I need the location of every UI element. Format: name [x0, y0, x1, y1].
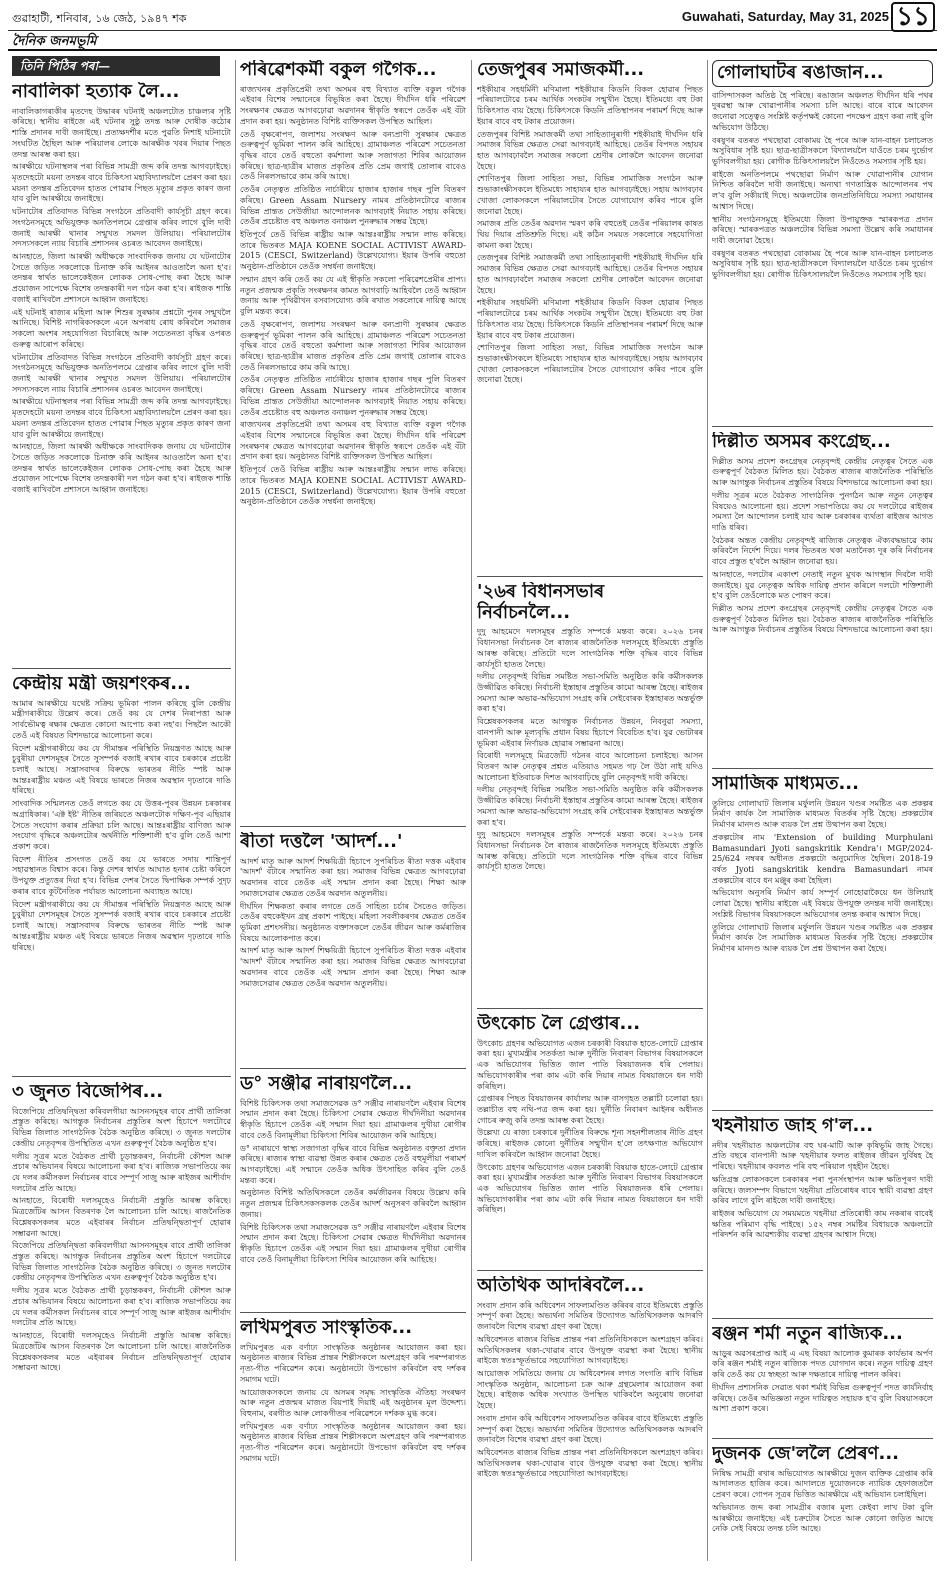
header-date-english: Guwahati, Saturday, May 31, 2025: [681, 9, 889, 24]
column-divider: [235, 60, 236, 1561]
article-paragraph: লখিমপুৰত এক বৰ্ণাঢ্য সাংস্কৃতিক অনুষ্ঠানৰ আয়োজন কৰা হয়। অনুষ্ঠানত ৰাজ্যৰ বিভিন্ন প্ৰান্তৰ শিল্পীসকলে অংশগ্ৰহণ কৰি পৰম্পৰাগত নৃত্য-গীত পৰিৱেশন কৰে। অনুষ্ঠানটো উপভোগ কৰিবলৈ বহু দৰ্শকৰ সমাগম ঘটে।: [240, 1421, 466, 1463]
article-paragraph: আমাৰ আৰক্ষীয়ে যথেষ্ট সক্ৰিয় ভূমিকা পালন কৰিছে বুলি কেন্দ্ৰীয় মন্ত্ৰীগৰাকীয়ে উল্লেখ কৰে। তেওঁ কয় যে দেশৰ নিৰাপত্তা আৰু সাৰ্বভৌমত্ব ৰক্ষাৰ ক্ষেত্ৰত কোনো আপোচ কৰা নহ'ব। পিছলৈ আকৌ তেওঁ এই বিষয়ত বিশদভাৱে আলোচনা কৰে।: [12, 698, 231, 740]
article-paragraph: ঘটনাটোৰ প্ৰতিবাদত বিভিন্ন সংগঠনে প্ৰতিবাদী কাৰ্যসূচী গ্ৰহণ কৰে। সংগঠনসমূহে অভিযুক্তক অনতিপলমে গ্ৰেপ্তাৰ কৰিব লাগে বুলি দাবী জনাই আৰক্ষী থানাৰ সন্মুখত সমদল উলিয়ায়। পৰিয়ালটোৰ সদস্যসকলে ন্যায় বিচাৰি প্ৰশাসনৰ ওচৰত আবেদন জনাইছে।: [12, 352, 231, 394]
article-headline: দিল্লীত অসমৰ কংগ্ৰেছ...: [712, 432, 891, 452]
article-headline: ড° সঞ্জীৱ নাৰায়ণলৈ...: [240, 1074, 413, 1094]
article-paragraph: শইকীয়াৰ সহধৰ্মিনী মণিমালা শইকীয়াৰ কিডনি বিকল হোৱাৰ পিছত পৰিয়ালটোৱে চৰম আৰ্থিক সংকটৰ সন্মুখীন হৈছে। ইতিমধ্যে বহু টকা চিকিৎসাত ব্যয় হৈছে। চিকিৎসকে কিডনি প্ৰতিস্থাপনৰ পৰামৰ্শ দিছে আৰু ইয়াৰ বাবে বহু টকাৰ প্ৰয়োজন।: [477, 298, 703, 340]
article-headline: ৩ জুনত বিজেপিৰ...: [12, 1082, 164, 1102]
article-paragraph: দলীয় সূত্ৰৰ মতে বৈঠকত প্ৰাৰ্থী চূড়ান্তকৰণ, নিৰ্বাচনী কৌশল আৰু প্ৰচাৰ অভিযানৰ বিষয়ে আলোচনা কৰা হ'ব। ৰাজ্যিক সভাপতিয়ে কয় যে দলৰ কৰ্মীসকল নিৰ্বাচনৰ বাবে সম্পূৰ্ণ সাজু আৰু ৰাইজৰ আশীৰ্বাদ দলটোৰ প্ৰতি আছে।: [12, 1151, 231, 1193]
article-headline: কেন্দ্ৰীয় মন্ত্ৰী জয়শংকৰ...: [12, 674, 191, 694]
article-paragraph: ইতিপূৰ্বে তেওঁ বিভিন্ন ৰাষ্ট্ৰীয় আৰু আন্তঃৰাষ্ট্ৰীয় সন্মান লাভ কৰিছে। তাৰে ভিতৰত MAJA KOENE SOCIAL ACTIVIST AWARD-2015 (CESCI, Switzerland) উল্লেখযোগ্য। ইয়াৰ উপৰি বহুতো অনুষ্ঠান-প্ৰতিষ্ঠানে তেওঁক সম্বৰ্ধনা জনাইছে।: [240, 465, 466, 507]
article-paragraph: ৰাজ্যখনৰ প্ৰকৃতিপ্ৰেমী তথা অসমৰ বহু বিখ্যাত ব্যক্তি বকুল গগৈক এইবাৰ বিশেষ সন্মানেৰে বিভূষিত কৰা হৈছে। দীৰ্ঘদিন ধৰি পৰিৱেশ সংৰক্ষণৰ ক্ষেত্ৰত আগবঢ়োৱা অৱদানৰ স্বীকৃতি স্বৰূপে তেওঁক এই বঁটা প্ৰদান কৰা হয়। অনুষ্ঠানত বিশিষ্ট ব্যক্তিসকল উপস্থিত আছিল।: [240, 420, 466, 462]
article-paragraph: তেজপুৰৰ বিশিষ্ট সমাজকৰ্মী তথা সাহিত্যানুৰাগী শইকীয়াই দীৰ্ঘদিন ধৰি সমাজৰ বিভিন্ন ক্ষেত্ৰত সেৱা আগবঢ়াই আহিছে। তেওঁৰ বিপদত সহায়ৰ হাত আগবঢ়াবলৈ সমাজৰ সকলো শ্ৰেণীৰ লোকলৈ আবেদন জনোৱা হৈছে।: [477, 253, 703, 295]
article-paragraph: বিজেপিয়ে প্ৰতিদ্বন্দ্বিতা কৰিবলগীয়া আসনসমূহৰ বাবে প্ৰাৰ্থী তালিকা প্ৰস্তুত কৰিছে। আগন্তুক নিৰ্বাচনৰ প্ৰস্তুতিৰ অংশ হিচাপে দলটোৱে বিভিন্ন জিলাত সাংগঠনিক বৈঠক অনুষ্ঠিত কৰিছে। ৩ জুনত দলটোৰ কেন্দ্ৰীয় নেতৃবৃন্দৰ উপস্থিতিত এখন গুৰুত্বপূৰ্ণ বৈঠক অনুষ্ঠিত হ'ব।: [12, 1241, 231, 1283]
article-paragraph: তুলিয়ে গোলাঘাট জিলাৰ মৰ্ফুলনি উন্নয়ন খণ্ডৰ সমষ্টিত এক প্ৰকল্পৰ নিৰ্মাণ কাৰ্যক লৈ সামাজিক মাধ্যমত বিতৰ্কৰ সৃষ্টি হৈছে। প্ৰকল্পটোৰ নিৰ্মাণৰ মানদণ্ড আৰু ব্যয়ক লৈ প্ৰশ্ন উত্থাপন কৰা হৈছে।: [712, 922, 933, 954]
article-paragraph: প্ৰকল্পটোৰ নাম 'Extension of building Murphulani Bamasundari Jyoti sangskritik Kendra'। MGP/2024-25/624 নম্বৰৰ অধীনত প্ৰকল্পটো অনুমোদিত হৈছিল। 2018-19 বৰ্ষত Jyoti sangskritik kendra Bamasundari নামৰ প্ৰকল্পটোৰ বাবে ধন মঞ্জুৰ কৰা হৈছিল।: [712, 832, 933, 885]
article-divider: [477, 1008, 703, 1009]
section-tag: তিনি পিঠিৰ পৰা—: [12, 56, 220, 76]
article-headline: পৰিৱেশকৰ্মী বকুল গগৈক...: [240, 60, 437, 80]
article-headline: উৎকোচ লৈ গ্ৰেপ্তাৰ...: [477, 1014, 641, 1034]
article-paragraph: অধিবেশনত ৰাজ্যৰ বিভিন্ন প্ৰান্তৰ পৰা প্ৰতিনিধিসকলে অংশগ্ৰহণ কৰিব। অতিথিসকলৰ থকা-খোৱাৰ বাবে উপযুক্ত ব্যৱস্থা কৰা হৈছে। স্থানীয় ৰাইজে স্বতঃস্ফূৰ্তভাৱে সহযোগিতা আগবঢ়াইছে।: [477, 1448, 703, 1479]
article-paragraph: গ্ৰেপ্তাৰৰ পিছত বিষয়াজনৰ কাৰ্যালয় আৰু বাসগৃহত তল্লাচী চলোৱা হয়। তল্লাচীত বহু নথি-পত্ৰ জব্দ কৰা হয়। দুৰ্নীতি নিবাৰণ আইনৰ অধীনত গোচৰ ৰুজু কৰি তদন্ত আৰম্ভ কৰা হৈছে।: [477, 1094, 703, 1125]
article-paragraph: শোণিতপুৰ জিলা সাহিত্য সভা, বিভিন্ন সামাজিক সংগঠন আৰু শুভাকাংক্ষীসকলে ইতিমধ্যে সাহায্যৰ হাত আগবঢ়াইছে। সহায় আগবঢ়াব খোজা লোকসকলে পৰিয়ালটোৰ সৈতে যোগাযোগ কৰিব পাৰে বুলি জনোৱা হৈছে।: [477, 174, 703, 216]
article-divider: [712, 1110, 933, 1111]
article-paragraph: নদীৰ খহনীয়াত অঞ্চলটোৰ বহু ঘৰ-মাটি আৰু কৃষিভূমি জাহ গৈছে। প্ৰতি বছৰে বানপানী আৰু খহনীয়াৰ ফলত ৰাইজৰ জীৱন দুৰ্বিষহ হৈ পৰিছে। খহনীয়াৰ কবলত পৰি বহু পৰিয়াল গৃহহীন হৈছে।: [712, 1140, 933, 1172]
article-two-jailed: [712, 1444, 933, 1561]
article-guest-welcome: [477, 1276, 703, 1556]
article-paragraph: তেজপুৰৰ বিশিষ্ট সমাজকৰ্মী তথা সাহিত্যানুৰাগী শইকীয়াই দীৰ্ঘদিন ধৰি সমাজৰ বিভিন্ন ক্ষেত্ৰত সেৱা আগবঢ়াই আহিছে। তেওঁৰ বিপদত সহায়ৰ হাত আগবঢ়াবলৈ সমাজৰ সকলো শ্ৰেণীৰ লোকলৈ আবেদন জনোৱা হৈছে।: [477, 129, 703, 171]
article-divider: [712, 1438, 933, 1439]
article-paragraph: আৰক্ষীয়ে ঘটনাস্থলৰ পৰা বিভিন্ন সামগ্ৰী জব্দ কৰি তদন্ত আগবঢ়াইছে। মৃতদেহটো ময়না তদন্তৰ বাবে চিকিৎসা মহাবিদ্যালয়লৈ প্ৰেৰণ কৰা হয়। ময়না তদন্তৰ প্ৰতিবেদন হাতত পোৱাৰ পিছত মৃত্যুৰ প্ৰকৃত কাৰণ জনা যাব বুলি আৰক্ষীয়ে জনাইছে।: [12, 397, 231, 439]
article-delhi-congress: [712, 432, 933, 762]
article-paragraph: আৰক্ষীয়ে ঘটনাস্থলৰ পৰা বিভিন্ন সামগ্ৰী জব্দ কৰি তদন্ত আগবঢ়াইছে। মৃতদেহটো ময়না তদন্তৰ বাবে চিকিৎসা মহাবিদ্যালয়লৈ প্ৰেৰণ কৰা হয়। ময়না তদন্তৰ প্ৰতিবেদন হাতত পোৱাৰ পিছত মৃত্যুৰ প্ৰকৃত কাৰণ জনা যাব বুলি আৰক্ষীয়ে জনাইছে।: [12, 162, 231, 204]
article-bjp: [12, 1082, 231, 1552]
article-rita-dutta: [240, 832, 466, 1062]
article-paragraph: ৰাইজৰ অভিযোগ যে সময়মতে খহনীয়া প্ৰতিৰোধী কাম নকৰাৰ বাবেই ক্ষতিৰ পৰিমাণ বৃদ্ধি পাইছে। ১৫২ নম্বৰ সমষ্টিৰ বিধায়কে অঞ্চলটো পৰিদৰ্শন কৰি আৱশ্যকীয় ব্যৱস্থা গ্ৰহণৰ আশ্বাস দিছে।: [712, 1209, 933, 1240]
article-paragraph: বৈঠকৰ অন্তত কেন্দ্ৰীয় নেতৃবৃন্দই ৰাজ্যিক নেতৃত্বক ঐক্যবদ্ধভাৱে কাম কৰিবলৈ নিৰ্দেশ দিয়ে। দলৰ ভিতৰত থকা মতানৈক্য দূৰ কৰি নিৰ্বাচনৰ বাবে প্ৰস্তুত হ'বলৈ আহ্বান জনোৱা হয়।: [712, 535, 933, 567]
article-paragraph: সংবাদ প্ৰদান কৰি অধিবেশন সাফল্যমণ্ডিত কৰিবৰ বাবে ইতিমধ্যে প্ৰস্তুতি সম্পূৰ্ণ কৰা হৈছে। অভ্যৰ্থনা সমিতিৰ উদ্যোগত অতিথিসকলক আদৰণি জনাবলৈ বিশেষ ব্যৱস্থা গ্ৰহণ কৰা হৈছে।: [477, 1300, 703, 1332]
article-paragraph: শোণিতপুৰ জিলা সাহিত্য সভা, বিভিন্ন সামাজিক সংগঠন আৰু শুভাকাংক্ষীসকলে ইতিমধ্যে সাহায্যৰ হাত আগবঢ়াইছে। সহায় আগবঢ়াব খোজা লোকসকলে পৰিয়ালটোৰ সৈতে যোগাযোগ কৰিব পাৰে বুলি জনোৱা হৈছে।: [477, 343, 703, 385]
article-paragraph: নাবালিকাগৰাকীৰ মৃতদেহ উদ্ধাৰৰ ঘটনাই অঞ্চলটোত চাঞ্চল্যৰ সৃষ্টি কৰিছে। স্থানীয় ৰাইজে এই ঘটনাৰ সুষ্ঠু তদন্ত আৰু দোষীক কঠোৰ শাস্তি প্ৰদানৰ দাবী জনাইছে। প্ৰত্যক্ষদৰ্শীৰ মতে পুৱতি নিশাই ঘটনাটো সংঘটিত হৈছিল আৰু পৰিয়ালৰ লোকে আৰক্ষীক খবৰ দিয়াৰ পিছত তদন্ত আৰম্ভ কৰা হয়।: [12, 106, 231, 159]
article-paragraph: আদৰ্শ মাতৃ আৰু আদৰ্শ শিক্ষয়িত্ৰী হিচাপে সুপৰিচিত ৰীতা দত্তক এইবাৰ 'আদৰ্শ' বঁটাৰে সন্মানিত কৰা হয়। সমাজৰ বিভিন্ন ক্ষেত্ৰত আগবঢ়োৱা অৱদানৰ বাবে তেওঁক এই সন্মান প্ৰদান কৰা হৈছে। শিক্ষা আৰু সমাজসেৱাৰ ক্ষেত্ৰত তেওঁৰ অৱদান অতুলনীয়।: [240, 946, 466, 988]
article-paragraph: দলীয় নেতৃবৃন্দই বিভিন্ন সমষ্টিত সভা-সমিতি অনুষ্ঠিত কৰি কৰ্মীসকলক উজ্জীৱিত কৰিছে। নিৰ্বাচনী ইস্তাহাৰ প্ৰস্তুতিৰ কামো আৰম্ভ হৈছে। ৰাইজৰ সমস্যা আৰু অভাৱ-অভিযোগ সংগ্ৰহ কৰি সেইবোৰক ইস্তাহাৰত অন্তৰ্ভুক্ত কৰা হ'ব।: [477, 672, 703, 714]
article-paragraph: বিদেশ মন্ত্ৰীগৰাকীয়ে কয় যে সীমান্তৰ পৰিস্থিতি নিয়ন্ত্ৰণত আছে আৰু চুবুৰীয়া দেশসমূহৰ সৈতে সুসম্পৰ্ক বজাই ৰখাৰ বাবে চৰকাৰে প্ৰচেষ্টা চলাই আছে। সন্ত্ৰাসবাদৰ বিৰুদ্ধে ভাৰতৰ নীতি স্পষ্ট আৰু আন্তঃৰাষ্ট্ৰীয় মঞ্চত এই বিষয়ে ভাৰতে নিজৰ অৱস্থান দৃঢ়তাৰে দাঙি ধৰিছে।: [12, 743, 231, 796]
article-paragraph: দলীয় নেতৃবৃন্দই বিভিন্ন সমষ্টিত সভা-সমিতি অনুষ্ঠিত কৰি কৰ্মীসকলক উজ্জীৱিত কৰিছে। নিৰ্বাচনী ইস্তাহাৰ প্ৰস্তুতিৰ কামো আৰম্ভ হৈছে। ৰাইজৰ সমস্যা আৰু অভাৱ-অভিযোগ সংগ্ৰহ কৰি সেইবোৰক ইস্তাহাৰত অন্তৰ্ভুক্ত কৰা হ'ব।: [477, 785, 703, 827]
article-paragraph: আনহাতে, জিলা আৰক্ষী অধীক্ষকে সাংবাদিকক জনায় যে ঘটনাটোৰ সৈতে জড়িত সকলোকে চিনাক্ত কৰি আইনৰ আওতালৈ অনা হ'ব। তদন্তৰ স্বাৰ্থত ভালেকেইজন লোকক সোধ-পোছ কৰা হৈছে আৰু প্ৰয়োজন সাপেক্ষে বিশেষ তদন্তকাৰী দল গঠন কৰা হ'ব। ৰাইজক শান্তি বজাই ৰাখিবলৈ প্ৰশাসনে আহ্বান জনাইছে।: [12, 252, 231, 304]
article-headline: দুজনক জে'ললৈ প্ৰেৰণ...: [712, 1444, 900, 1464]
article-paragraph: দিল্লীত অসম প্ৰদেশ কংগ্ৰেছৰ নেতৃবৃন্দই কেন্দ্ৰীয় নেতৃত্বৰ সৈতে এক গুৰুত্বপূৰ্ণ বৈঠকত মিলিত হয়। বৈঠকত ৰাজ্যৰ ৰাজনৈতিক পৰিস্থিতি আৰু আগন্তুক নিৰ্বাচনৰ প্ৰস্তুতিৰ বিষয়ে বিশদভাৱে আলোচনা কৰা হয়।: [712, 604, 933, 635]
article-paragraph: অভিযানত জব্দ কৰা সামগ্ৰীৰ বজাৰ মূল্য কেইবা লাখ টকা বুলি আৰক্ষীয়ে জনাইছে। এই চক্ৰটোৰ সৈতে আৰু কোনো জড়িত আছে নেকি সেই বিষয়ে তদন্ত চলি আছে।: [712, 1502, 933, 1534]
page-header: [8, 4, 937, 31]
newspaper-name: দৈনিক জনমভূমি: [12, 34, 97, 49]
article-headline: '২৬ৰ বিধানসভাৰ নিৰ্বাচনলৈ...: [477, 582, 605, 623]
article-paragraph: সংবাদ প্ৰদান কৰি অধিবেশন সাফল্যমণ্ডিত কৰিবৰ বাবে ইতিমধ্যে প্ৰস্তুতি সম্পূৰ্ণ কৰা হৈছে। অভ্যৰ্থনা সমিতিৰ উদ্যোগত অতিথিসকলক আদৰণি জনাবলৈ বিশেষ ব্যৱস্থা গ্ৰহণ কৰা হৈছে।: [477, 1413, 703, 1445]
article-paragraph: বিশিষ্ট চিকিৎসক তথা সমাজসেৱক ড° সঞ্জীৱ নাৰায়ণলৈ এইবাৰ বিশেষ সন্মান প্ৰদান কৰা হৈছে। চিকিৎসা সেৱাৰ ক্ষেত্ৰত দীৰ্ঘদিনীয়া অৱদানৰ স্বীকৃতি হিচাপে তেওঁক এই সন্মান দিয়া হয়। গ্ৰামাঞ্চলৰ দুখীয়া ৰোগীৰ বাবে তেওঁ বিনামূলীয়া চিকিৎসা শিবিৰ আয়োজন কৰি আহিছে।: [240, 1098, 466, 1140]
article-paragraph: ড° নাৰায়ণে স্বাস্থ্য সজাগতা বৃদ্ধিৰ বাবে বিভিন্ন অনুষ্ঠানত বক্তৃতা প্ৰদান কৰিছে। ৰাজ্যৰ স্বাস্থ্য ব্যৱস্থা উন্নত কৰাৰ ক্ষেত্ৰত তেওঁ বহুমূলীয়া পৰামৰ্শ আগবঢ়াইছে। এই সন্মানে তেওঁক অধিক উৎসাহিত কৰিব বুলি তেওঁ মন্তব্য কৰে।: [240, 1143, 466, 1185]
article-paragraph: ঘটনাটোৰ প্ৰতিবাদত বিভিন্ন সংগঠনে প্ৰতিবাদী কাৰ্যসূচী গ্ৰহণ কৰে। সংগঠনসমূহে অভিযুক্তক অনতিপলমে গ্ৰেপ্তাৰ কৰিব লাগে বুলি দাবী জনাই আৰক্ষী থানাৰ সন্মুখত সমদল উলিয়ায়। পৰিয়ালটোৰ সদস্যসকলে ন্যায় বিচাৰি প্ৰশাসনৰ ওচৰত আবেদন জনাইছে।: [12, 207, 231, 249]
article-bribe-arrest: [477, 1014, 703, 1264]
article-paragraph: আনহাতে, বিৰোধী দলসমূহেও নিৰ্বাচনী প্ৰস্তুতি আৰম্ভ কৰিছে। মিত্ৰজোঁটৰ আসন বিতৰণক লৈ আলোচনা চলি আছে। ৰাজনৈতিক বিশ্লেষকসকলৰ মতে এইবাৰৰ নিৰ্বাচন প্ৰতিদ্বন্দ্বিতাপূৰ্ণ হোৱাৰ সম্ভাৱনা আছে।: [12, 1331, 231, 1373]
column-divider: [707, 60, 708, 1561]
article-divider: [712, 426, 933, 427]
article-divider: [477, 576, 703, 577]
article-headline: অতিথিক আদৰিবলৈ...: [477, 1276, 645, 1296]
article-paragraph: আনহাতে, জিলা আৰক্ষী অধীক্ষকে সাংবাদিকক জনায় যে ঘটনাটোৰ সৈতে জড়িত সকলোকে চিনাক্ত কৰি আইনৰ আওতালৈ অনা হ'ব। তদন্তৰ স্বাৰ্থত ভালেকেইজন লোকক সোধ-পোছ কৰা হৈছে আৰু প্ৰয়োজন সাপেক্ষে বিশেষ তদন্তকাৰী দল গঠন কৰা হ'ব। ৰাইজক শান্তি বজাই ৰাখিবলৈ প্ৰশাসনে আহ্বান জনাইছে।: [12, 442, 231, 495]
article-lakhimpur: [240, 1318, 466, 1538]
article-paragraph: বিদেশ মন্ত্ৰীগৰাকীয়ে কয় যে সীমান্তৰ পৰিস্থিতি নিয়ন্ত্ৰণত আছে আৰু চুবুৰীয়া দেশসমূহৰ সৈতে সুসম্পৰ্ক বজাই ৰখাৰ বাবে চৰকাৰে প্ৰচেষ্টা চলাই আছে। সন্ত্ৰাসবাদৰ বিৰুদ্ধে ভাৰতৰ নীতি স্পষ্ট আৰু আন্তঃৰাষ্ট্ৰীয় মঞ্চত এই বিষয়ে ভাৰতে নিজৰ অৱস্থান দৃঢ়তাৰে দাঙি ধৰিছে।: [12, 899, 231, 952]
article-golaghat: [712, 60, 933, 420]
article-paragraph: আয়োজকসকলে জনায় যে অসমৰ সমৃদ্ধ সাংস্কৃতিক ঐতিহ্য সংৰক্ষণ আৰু নতুন প্ৰজন্মৰ মাজত বিয়পাই দিয়াই এই অনুষ্ঠানৰ মূল উদ্দেশ্য। বিহুনাম, বৰগীত আৰু লোকগীতৰ পৰিৱেশনে দৰ্শকক মুগ্ধ কৰে।: [240, 1387, 466, 1418]
article-erosion: [712, 1116, 933, 1312]
article-paragraph: অনুষ্ঠানত বিশিষ্ট অতিথিসকলে তেওঁৰ কৰ্মজীৱনৰ বিষয়ে উল্লেখ কৰি নতুন প্ৰজন্মৰ চিকিৎসকসকলক তেওঁৰ আদৰ্শ অনুসৰণ কৰিবলৈ আহ্বান জনায়।: [240, 1188, 466, 1219]
article-divider: [477, 1270, 703, 1271]
article-headline: ৰীতা দত্তলৈ 'আদৰ্শ...': [240, 832, 403, 852]
article-nabalika: [12, 82, 231, 662]
article-headline: খহনীয়াত জাহ গ'ল...: [712, 1116, 874, 1136]
article-headline: ৰঞ্জন শৰ্মা নতুন ৰাজ্যিক...: [712, 1324, 903, 1344]
article-paragraph: তেওঁৰ নেতৃত্বত প্ৰতিষ্ঠিত নাৰ্চাৰীয়ে হাজাৰ হাজাৰ গছৰ পুলি বিতৰণ কৰিছে। Green Assam Nursery নামৰ প্ৰতিষ্ঠানটোৱে ৰাজ্যৰ বিভিন্ন প্ৰান্তত সেউজীয়া আন্দোলনক আগবঢ়াই নিয়াত সহায় কৰিছে। তেওঁৰ প্ৰচেষ্টাত বহু অঞ্চলত বনাঞ্চল পুনৰুদ্ধাৰ সম্ভৱ হৈছে।: [240, 375, 466, 417]
article-bakul-gogoi: [240, 60, 466, 820]
article-paragraph: এই ঘটনাই ৰাজ্যৰ মহিলা আৰু শিশুৰ সুৰক্ষাৰ প্ৰশ্নটো পুনৰ সন্মুখলৈ আনিছে। বিশিষ্ট নাগৰিকসকলে এনে অপৰাধ ৰোধ কৰিবলৈ সমাজৰ সকলো অংশৰ সহযোগিতা বিচাৰিছে আৰু সচেতনতা বৃদ্ধিৰ ওপৰত গুৰুত্ব আৰোপ কৰিছে।: [12, 307, 231, 349]
article-paragraph: আনহাতে, দলটোৰ একাংশ নেতাই নতুন মুখক আগস্থান দিবলৈ দাবী জনাইছে। যুৱ নেতৃত্বক অধিক দায়িত্ব প্ৰদান কৰিলে দলটো শক্তিশালী হ'ব বুলি তেওঁলোকে মত পোষণ কৰে।: [712, 569, 933, 601]
article-paragraph: বিশ্লেষকসকলৰ মতে আগন্তুক নিৰ্বাচনত উন্নয়ন, নিবনুৱা সমস্যা, বানপানী আৰু মূল্যবৃদ্ধি প্ৰধান বিষয় হিচাপে বিবেচিত হ'ব। যুৱ ভোটাৰৰ ভূমিকা এইবাৰ নিৰ্ণায়ক হোৱাৰ সম্ভাৱনা আছে।: [477, 717, 703, 748]
article-paragraph: শইকীয়াৰ সহধৰ্মিনী মণিমালা শইকীয়াৰ কিডনি বিকল হোৱাৰ পিছত পৰিয়ালটোৱে চৰম আৰ্থিক সংকটৰ সন্মুখীন হৈছে। ইতিমধ্যে বহু টকা চিকিৎসাত ব্যয় হৈছে। চিকিৎসকে কিডনি প্ৰতিস্থাপনৰ পৰামৰ্শ দিছে আৰু ইয়াৰ বাবে বহু টকাৰ প্ৰয়োজন।: [477, 84, 703, 126]
article-paragraph: সন্মান গ্ৰহণ কৰি তেওঁ কয় যে এই স্বীকৃতি সকলো পৰিৱেশপ্ৰেমীৰ প্ৰাপ্য। নতুন প্ৰজন্মক প্ৰকৃতি সংৰক্ষণৰ কামত আগবাঢ়ি আহিবলৈ তেওঁ আহ্বান জনায় আৰু পৃথিৱীখন বসবাসযোগ্য কৰি ৰখাত সকলোৰে দায়িত্ব আছে বুলি মন্তব্য কৰে।: [240, 274, 466, 317]
article-paragraph: তেওঁ বৃক্ষৰোপণ, জলাশয় সংৰক্ষণ আৰু বন্যপ্ৰাণী সুৰক্ষাৰ ক্ষেত্ৰত গুৰুত্বপূৰ্ণ ভূমিকা পালন কৰি আহিছে। গ্ৰামাঞ্চলত পৰিৱেশ সচেতনতা বৃদ্ধিৰ বাবে তেওঁ বহুতো কৰ্মশালা আৰু সজাগতা শিবিৰ আয়োজন কৰিছে। ছাত্ৰ-ছাত্ৰীৰ মাজত প্ৰকৃতিৰ প্ৰতি প্ৰেম জগাই তোলাৰ বাবেও তেওঁ নিৰলসভাৱে কাম কৰি আছে।: [240, 129, 466, 182]
article-paragraph: তেওঁ বৃক্ষৰোপণ, জলাশয় সংৰক্ষণ আৰু বন্যপ্ৰাণী সুৰক্ষাৰ ক্ষেত্ৰত গুৰুত্বপূৰ্ণ ভূমিকা পালন কৰি আহিছে। গ্ৰামাঞ্চলত পৰিৱেশ সচেতনতা বৃদ্ধিৰ বাবে তেওঁ বহুতো কৰ্মশালা আৰু সজাগতা শিবিৰ আয়োজন কৰিছে। ছাত্ৰ-ছাত্ৰীৰ মাজত প্ৰকৃতিৰ প্ৰতি প্ৰেম জগাই তোলাৰ বাবেও তেওঁ নিৰলসভাৱে কাম কৰি আছে।: [240, 319, 466, 372]
article-paragraph: সাংবাদিক সন্মিলনত তেওঁ লগতে কয় যে উত্তৰ-পূবৰ উন্নয়ন চৰকাৰৰ অগ্ৰাধিকাৰ। 'এক্ট ইষ্ট' নীতিৰ জৰিয়তে অঞ্চলটোক দক্ষিণ-পূব এছিয়াৰ সৈতে সংযোগ কৰাৰ প্ৰক্ৰিয়া চলি আছে। আন্তঃৰাষ্ট্ৰীয় বাণিজ্য আৰু সংযোগ বৃদ্ধিৰে অঞ্চলটোৰ অৰ্থনীতি শক্তিশালী হ'ব বুলি তেওঁ আশা প্ৰকাশ কৰে।: [12, 799, 231, 852]
article-divider: [240, 1312, 466, 1313]
article-paragraph: দলীয় সূত্ৰৰ মতে বৈঠকত প্ৰাৰ্থী চূড়ান্তকৰণ, নিৰ্বাচনী কৌশল আৰু প্ৰচাৰ অভিযানৰ বিষয়ে আলোচনা কৰা হ'ব। ৰাজ্যিক সভাপতিয়ে কয় যে দলৰ কৰ্মীসকল নিৰ্বাচনৰ বাবে সম্পূৰ্ণ সাজু আৰু ৰাইজৰ আশীৰ্বাদ দলটোৰ প্ৰতি আছে।: [12, 1286, 231, 1328]
article-paragraph: আনহাতে, বিৰোধী দলসমূহেও নিৰ্বাচনী প্ৰস্তুতি আৰম্ভ কৰিছে। মিত্ৰজোঁটৰ আসন বিতৰণক লৈ আলোচনা চলি আছে। ৰাজনৈতিক বিশ্লেষকসকলৰ মতে এইবাৰৰ নিৰ্বাচন প্ৰতিদ্বন্দ্বিতাপূৰ্ণ হোৱাৰ সম্ভাৱনা আছে।: [12, 1196, 231, 1238]
article-paragraph: বিৰোধী দলসমূহে মিত্ৰজোঁট গঠনৰ বাবে আলোচনা চলাইছে। আসন বিতৰণ আৰু নেতৃত্বৰ প্ৰশ্নত এতিয়াও সহমত গঢ় লৈ উঠা নাই যদিও আলোচনা ইতিবাচক দিশত আগবাঢ়িছে বুলি নেতৃবৃন্দই দাবী কৰিছে।: [477, 751, 703, 782]
header-rule: [8, 49, 937, 51]
article-divider: [240, 1068, 466, 1069]
article-paragraph: বাসিন্দাসকল অতিষ্ঠ হৈ পৰিছে। ৰঙাজান অঞ্চলত দীৰ্ঘদিন ধৰি পথৰ দুৰৱস্থা আৰু খোৱাপানীৰ সমস্যা চলি আছে। বাৰে বাৰে আবেদন জনোৱা সত্ত্বেও সংশ্লিষ্ট কৰ্তৃপক্ষই কোনো পদক্ষেপ গ্ৰহণ কৰা নাই বুলি অভিযোগ উঠিছে।: [712, 90, 933, 132]
article-paragraph: লখিমপুৰত এক বৰ্ণাঢ্য সাংস্কৃতিক অনুষ্ঠানৰ আয়োজন কৰা হয়। অনুষ্ঠানত ৰাজ্যৰ বিভিন্ন প্ৰান্তৰ শিল্পীসকলে অংশগ্ৰহণ কৰি পৰম্পৰাগত নৃত্য-গীত পৰিৱেশন কৰে। অনুষ্ঠানটো উপভোগ কৰিবলৈ বহু দৰ্শকৰ সমাগম ঘটে।: [240, 1342, 466, 1384]
article-assembly-election: [477, 582, 703, 1002]
article-paragraph: দিল্লীত অসম প্ৰদেশ কংগ্ৰেছৰ নেতৃবৃন্দই কেন্দ্ৰীয় নেতৃত্বৰ সৈতে এক গুৰুত্বপূৰ্ণ বৈঠকত মিলিত হয়। বৈঠকত ৰাজ্যৰ ৰাজনৈতিক পৰিস্থিতি আৰু আগন্তুক নিৰ্বাচনৰ প্ৰস্তুতিৰ বিষয়ে বিশদভাৱে আলোচনা কৰা হয়।: [712, 456, 933, 488]
article-headline: গোলাঘাটৰ ৰঙাজান...: [712, 60, 933, 87]
article-headline: সামাজিক মাধ্যমত...: [712, 774, 859, 794]
article-paragraph: দলীয় সূত্ৰৰ মতে বৈঠকত সাংগঠনিক পুনৰ্গঠন আৰু নতুন নেতৃত্বৰ বিষয়েও আলোচনা হয়। প্ৰদেশ সভাপতিয়ে কয় যে দলটোৱে ৰাইজৰ সমস্যা লৈ আন্দোলন চলাই যাব আৰু চৰকাৰৰ ব্যৰ্থতা ৰাইজৰ আগত দাঙি ধৰিব।: [712, 490, 933, 532]
article-paragraph: উল্লেখ্য যে ৰাজ্য চৰকাৰে দুৰ্নীতিৰ বিৰুদ্ধে শূন্য সহনশীলতাৰ নীতি গ্ৰহণ কৰিছে। ৰাইজক কোনো দুৰ্নীতিৰ সন্মুখীন হ'লে তৎক্ষণাত অভিযোগ দাখিল কৰিবলৈ আহ্বান জনোৱা হৈছে।: [477, 1128, 703, 1159]
article-paragraph: বিদেশ নীতিৰ প্ৰসংগত তেওঁ কয় যে ভাৰতে সদায় শান্তিপূৰ্ণ সহাৱস্থানত বিশ্বাস কৰে। কিন্তু দেশৰ স্বাৰ্থত আঘাত হনাৰ চেষ্টা কৰিলে উপযুক্ত প্ৰত্যুত্তৰ দিয়া হ'ব। বিভিন্ন দেশৰ সৈতে দ্বিপাক্ষিক সম্পৰ্ক সুদৃঢ় কৰাৰ বাবে কূটনৈতিক পৰ্যায়ত আলোচনা অব্যাহত আছে।: [12, 854, 231, 896]
article-divider: [712, 768, 933, 769]
article-paragraph: স্থানীয় সংগঠনসমূহে ইতিমধ্যে জিলা উপায়ুক্তক স্মাৰকপত্ৰ প্ৰদান কৰিছে। স্মাৰকপত্ৰত অঞ্চলটোৰ বিভিন্ন সমস্যা উল্লেখ কৰি সমাধানৰ দাবী জনোৱা হৈছে।: [712, 214, 933, 246]
article-ranjan-sarma: [712, 1324, 933, 1432]
article-paragraph: দুদু আহমেদে দলসমূহৰ প্ৰস্তুতি সম্পৰ্কে মন্তব্য কৰে। ২০২৬ চনৰ বিধানসভা নিৰ্বাচনক লৈ ৰাজ্যৰ ৰাজনৈতিক দলসমূহে ইতিমধ্যে প্ৰস্তুতি আৰম্ভ কৰিছে। প্ৰতিটো দলে সাংগঠনিক শক্তি বৃদ্ধিৰ বাবে বিভিন্ন কাৰ্যসূচী হাতত লৈছে।: [477, 830, 703, 872]
column-divider: [471, 60, 472, 1561]
page-number: ১১: [891, 2, 935, 32]
header-date-local: গুৱাহাটী, শনিবাৰ, ১৬ জেঠ, ১৯৪৭ শক: [12, 12, 187, 25]
article-paragraph: আড়ুৰ অৱসৰপ্ৰাপ্ত আই এ এছ বিষয়া আলোক কুমাৰক কাৰ্যভাৰ অৰ্পণ কৰি ৰঞ্জন শৰ্মাই নতুন ৰাজ্যিক পদত যোগদান কৰে। নতুন দায়িত্ব গ্ৰহণ কৰি তেওঁ কয় যে স্বচ্ছতা আৰু দক্ষতাৰে দায়িত্ব পালন কৰিব।: [712, 1348, 933, 1380]
article-headline: তেজপুৰৰ সমাজকৰ্মী...: [477, 60, 645, 80]
article-paragraph: দীৰ্ঘদিন প্ৰশাসনিক সেৱাত থকা শৰ্মাই বিভিন্ন গুৰুত্বপূৰ্ণ পদত কাৰ্যনিৰ্বাহ কৰিছে। তেওঁৰ অভিজ্ঞতা নতুন দায়িত্বত সহায়ক হ'ব বুলি বিষয়াসকলে আশা প্ৰকাশ কৰে।: [712, 1382, 933, 1414]
article-paragraph: আদৰ্শ মাতৃ আৰু আদৰ্শ শিক্ষয়িত্ৰী হিচাপে সুপৰিচিত ৰীতা দত্তক এইবাৰ 'আদৰ্শ' বঁটাৰে সন্মানিত কৰা হয়। সমাজৰ বিভিন্ন ক্ষেত্ৰত আগবঢ়োৱা অৱদানৰ বাবে তেওঁক এই সন্মান প্ৰদান কৰা হৈছে। শিক্ষা আৰু সমাজসেৱাৰ ক্ষেত্ৰত তেওঁৰ অৱদান অতুলনীয়।: [240, 856, 466, 898]
article-paragraph: আয়োজক সমিতিয়ে জনায় যে অধিবেশনৰ লগত সংগতি ৰাখি বিভিন্ন সাংস্কৃতিক অনুষ্ঠান, আলোচনা চক্ৰ আৰু গ্ৰন্থমেলাৰ আয়োজন কৰা হৈছে। ৰাইজক অধিক সংখ্যাত উপস্থিত থাকিবলৈ অনুৰোধ জনোৱা হৈছে।: [477, 1369, 703, 1411]
column-1: [12, 60, 231, 1561]
article-paragraph: উৎকোচ গ্ৰহণৰ অভিযোগত এজন চৰকাৰী বিষয়াক হাতে-লোটে গ্ৰেপ্তাৰ কৰা হয়। মুখ্যমন্ত্ৰীৰ সতৰ্কতা আৰু দুৰ্নীতি নিবাৰণ বিভাগৰ বিষয়াসকলে এক অভিযোগৰ ভিত্তিত জাল পাতি বিষয়াজনক ধৰি পেলায়। অভিযোগকাৰীৰ পৰা কাম এটা কৰি দিয়াৰ নামত বিষয়াজনে ধন দাবী কৰিছিল।: [477, 1038, 703, 1091]
article-tezpur: [477, 60, 703, 570]
article-divider: [240, 826, 466, 827]
article-headline: নাবালিকা হত্যাক লৈ...: [12, 82, 180, 102]
column-2: [240, 60, 466, 1561]
article-paragraph: সমাজৰ প্ৰতি তেওঁৰ অৱদান স্মৰণ কৰি বহুতেই তেওঁৰ পৰিয়ালৰ কাষত থিয় দিয়াৰ প্ৰতিশ্ৰুতি দিছে। এই কঠিন সময়ত সকলোৰে সহযোগিতা কামনা কৰা হৈছে।: [477, 219, 703, 250]
article-paragraph: নিষিদ্ধ সামগ্ৰী ৰখাৰ অভিযোগত আৰক্ষীয়ে দুজন ব্যক্তিক গ্ৰেপ্তাৰ কৰি আদালতত হাজিৰ কৰে। আদালতে দুয়োজনকে ন্যায়িক হেফাজতলৈ প্ৰেৰণ কৰে। গোপন সূত্ৰৰ ভিত্তিত আৰক্ষীয়ে এই অভিযান চলাইছিল।: [712, 1468, 933, 1500]
column-4: [712, 60, 933, 1561]
article-paragraph: ৰাজ্যখনৰ প্ৰকৃতিপ্ৰেমী তথা অসমৰ বহু বিখ্যাত ব্যক্তি বকুল গগৈক এইবাৰ বিশেষ সন্মানেৰে বিভূষিত কৰা হৈছে। দীৰ্ঘদিন ধৰি পৰিৱেশ সংৰক্ষণৰ ক্ষেত্ৰত আগবঢ়োৱা অৱদানৰ স্বীকৃতি স্বৰূপে তেওঁক এই বঁটা প্ৰদান কৰা হয়। অনুষ্ঠানত বিশিষ্ট ব্যক্তিসকল উপস্থিত আছিল।: [240, 84, 466, 126]
article-paragraph: তুলিয়ে গোলাঘাট জিলাৰ মৰ্ফুলনি উন্নয়ন খণ্ডৰ সমষ্টিত এক প্ৰকল্পৰ নিৰ্মাণ কাৰ্যক লৈ সামাজিক মাধ্যমত বিতৰ্কৰ সৃষ্টি হৈছে। প্ৰকল্পটোৰ নিৰ্মাণৰ মানদণ্ড আৰু ব্যয়ক লৈ প্ৰশ্ন উত্থাপন কৰা হৈছে।: [712, 798, 933, 830]
article-divider: [12, 1076, 231, 1077]
article-paragraph: ৰাইজে অনতিপলমে পথছোৱা নিৰ্মাণ আৰু খোৱাপানীৰ যোগান নিশ্চিত কৰিবলৈ দাবী জনাইছে। অন্যথা গণতান্ত্ৰিক আন্দোলনৰ পথ ল'ব বুলি সকীয়াই দিছে। অঞ্চলটোৰ জনপ্ৰতিনিধিয়ে সমস্যা সমাধানৰ আশ্বাস দিছে।: [712, 169, 933, 211]
article-divider: [712, 1318, 933, 1319]
article-paragraph: বৰষুণৰ বতৰত পথছোৱা বোকাময় হৈ পৰে আৰু যান-বাহন চলাচলত অসুবিধাৰ সৃষ্টি হয়। ছাত্ৰ-ছাত্ৰীসকলে বিদ্যালয়লৈ যাওঁতে চৰম দুৰ্ভোগ ভুগিবলগীয়া হয়। ৰোগীক চিকিৎসালয়লৈ নিওঁতেও সমস্যাৰ সৃষ্টি হয়।: [712, 135, 933, 166]
article-sanjib-narayan: [240, 1074, 466, 1306]
article-divider: [12, 668, 231, 669]
article-paragraph: বৰষুণৰ বতৰত পথছোৱা বোকাময় হৈ পৰে আৰু যান-বাহন চলাচলত অসুবিধাৰ সৃষ্টি হয়। ছাত্ৰ-ছাত্ৰীসকলে বিদ্যালয়লৈ যাওঁতে চৰম দুৰ্ভোগ ভুগিবলগীয়া হয়। ৰোগীক চিকিৎসালয়লৈ নিওঁতেও সমস্যাৰ সৃষ্টি হয়।: [712, 248, 933, 280]
article-paragraph: অভিযোগ অনুসৰি নিৰ্মাণ কাৰ্য সম্পূৰ্ণ নোহোৱাকৈয়ে ধন উলিয়াই লোৱা হৈছে। স্থানীয় ৰাইজে এই বিষয়ে উপযুক্ত তদন্তৰ দাবী জনাইছে। সংশ্লিষ্ট বিভাগৰ বিষয়াসকলে অভিযোগৰ তদন্ত কৰাৰ আশ্বাস দিছে।: [712, 888, 933, 919]
article-social-media: [712, 774, 933, 1104]
article-paragraph: উৎকোচ গ্ৰহণৰ অভিযোগত এজন চৰকাৰী বিষয়াক হাতে-লোটে গ্ৰেপ্তাৰ কৰা হয়। মুখ্যমন্ত্ৰীৰ সতৰ্কতা আৰু দুৰ্নীতি নিবাৰণ বিভাগৰ বিষয়াসকলে এক অভিযোগৰ ভিত্তিত জাল পাতি বিষয়াজনক ধৰি পেলায়। অভিযোগকাৰীৰ পৰা কাম এটা কৰি দিয়াৰ নামত বিষয়াজনে ধন দাবী কৰিছিল।: [477, 1162, 703, 1215]
article-paragraph: দুদু আহমেদে দলসমূহৰ প্ৰস্তুতি সম্পৰ্কে মন্তব্য কৰে। ২০২৬ চনৰ বিধানসভা নিৰ্বাচনক লৈ ৰাজ্যৰ ৰাজনৈতিক দলসমূহে ইতিমধ্যে প্ৰস্তুতি আৰম্ভ কৰিছে। প্ৰতিটো দলে সাংগঠনিক শক্তি বৃদ্ধিৰ বাবে বিভিন্ন কাৰ্যসূচী হাতত লৈছে।: [477, 627, 703, 669]
article-paragraph: ইতিপূৰ্বে তেওঁ বিভিন্ন ৰাষ্ট্ৰীয় আৰু আন্তঃৰাষ্ট্ৰীয় সন্মান লাভ কৰিছে। তাৰে ভিতৰত MAJA KOENE SOCIAL ACTIVIST AWARD-2015 (CESCI, Switzerland) উল্লেখযোগ্য। ইয়াৰ উপৰি বহুতো অনুষ্ঠান-প্ৰতিষ্ঠানে তেওঁক সম্বৰ্ধনা জনাইছে।: [240, 230, 466, 272]
article-paragraph: ক্ষতিগ্ৰস্ত লোকসকলে চৰকাৰৰ পৰা পুনৰ্সংস্থাপন আৰু ক্ষতিপূৰণ দাবী কৰিছে। জলসম্পদ বিভাগে খহনীয়া প্ৰতিৰোধৰ বাবে স্থায়ী ব্যৱস্থা গ্ৰহণ কৰিব লাগে বুলি ৰাইজে দাবী জনাইছে।: [712, 1174, 933, 1206]
article-paragraph: দীৰ্ঘদিন শিক্ষকতা কৰাৰ লগতে তেওঁ সাহিত্য চৰ্চাৰ সৈতেও জড়িত। তেওঁৰ বহুকেইখন গ্ৰন্থ প্ৰকাশ পাইছে। মহিলা সবলীকৰণৰ ক্ষেত্ৰত তেওঁৰ ভূমিকা প্ৰশংসনীয়। অনুষ্ঠানত বক্তাসকলে তেওঁৰ জীৱন আৰু কৰ্মৰাজিৰ বিষয়ে আলোকপাত কৰে।: [240, 901, 466, 943]
article-jaishankar: [12, 674, 231, 1070]
article-paragraph: বিশিষ্ট চিকিৎসক তথা সমাজসেৱক ড° সঞ্জীৱ নাৰায়ণলৈ এইবাৰ বিশেষ সন্মান প্ৰদান কৰা হৈছে। চিকিৎসা সেৱাৰ ক্ষেত্ৰত দীৰ্ঘদিনীয়া অৱদানৰ স্বীকৃতি হিচাপে তেওঁক এই সন্মান দিয়া হয়। গ্ৰামাঞ্চলৰ দুখীয়া ৰোগীৰ বাবে তেওঁ বিনামূলীয়া চিকিৎসা শিবিৰ আয়োজন কৰি আহিছে।: [240, 1222, 466, 1264]
column-3: [477, 60, 703, 1561]
article-headline: লখিমপুৰত সাংস্কৃতিক...: [240, 1318, 413, 1338]
article-paragraph: অধিবেশনত ৰাজ্যৰ বিভিন্ন প্ৰান্তৰ পৰা প্ৰতিনিধিসকলে অংশগ্ৰহণ কৰিব। অতিথিসকলৰ থকা-খোৱাৰ বাবে উপযুক্ত ব্যৱস্থা কৰা হৈছে। স্থানীয় ৰাইজে স্বতঃস্ফূৰ্তভাৱে সহযোগিতা আগবঢ়াইছে।: [477, 1334, 703, 1366]
article-paragraph: বিজেপিয়ে প্ৰতিদ্বন্দ্বিতা কৰিবলগীয়া আসনসমূহৰ বাবে প্ৰাৰ্থী তালিকা প্ৰস্তুত কৰিছে। আগন্তুক নিৰ্বাচনৰ প্ৰস্তুতিৰ অংশ হিচাপে দলটোৱে বিভিন্ন জিলাত সাংগঠনিক বৈঠক অনুষ্ঠিত কৰিছে। ৩ জুনত দলটোৰ কেন্দ্ৰীয় নেতৃবৃন্দৰ উপস্থিতিত এখন গুৰুত্বপূৰ্ণ বৈঠক অনুষ্ঠিত হ'ব।: [12, 1106, 231, 1148]
article-paragraph: তেওঁৰ নেতৃত্বত প্ৰতিষ্ঠিত নাৰ্চাৰীয়ে হাজাৰ হাজাৰ গছৰ পুলি বিতৰণ কৰিছে। Green Assam Nursery নামৰ প্ৰতিষ্ঠানটোৱে ৰাজ্যৰ বিভিন্ন প্ৰান্তত সেউজীয়া আন্দোলনক আগবঢ়াই নিয়াত সহায় কৰিছে। তেওঁৰ প্ৰচেষ্টাত বহু অঞ্চলত বনাঞ্চল পুনৰুদ্ধাৰ সম্ভৱ হৈছে।: [240, 185, 466, 227]
